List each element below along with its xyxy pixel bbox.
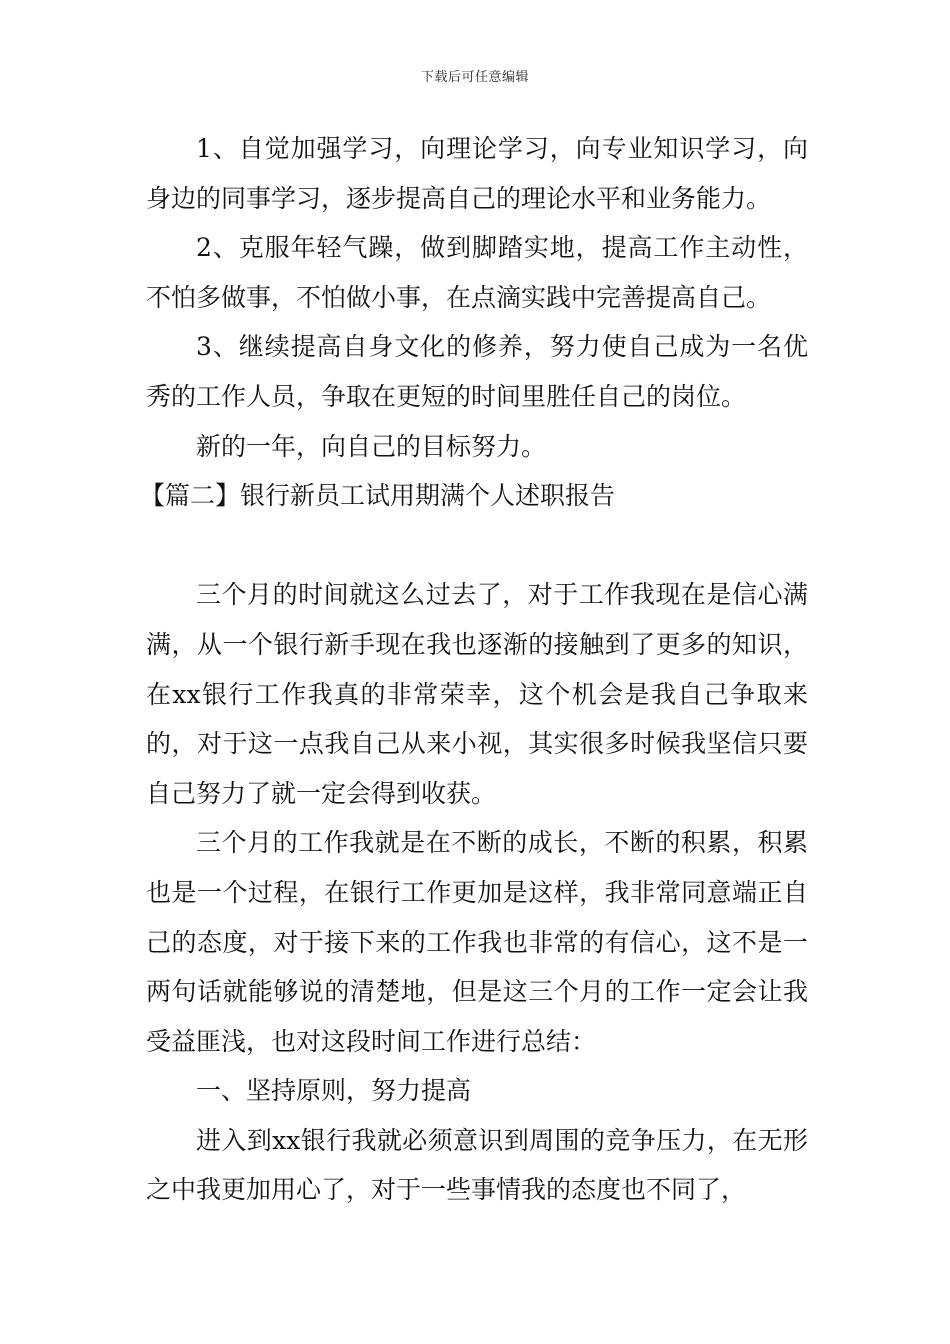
paragraph-6: 三个月的工作我就是在不断的成长，不断的积累，积累也是一个过程，在银行工作更加是这样，我非常同意端正自己的态度，对于接下来的工作我也非常的有信心，这不是一两句话就能够说的清楚地，但是这三个月的工作一定会让我受益匪浅，也对这段时间工作进行总结：	[146, 828, 808, 1056]
paragraph-1: 1、自觉加强学习，向理论学习，向专业知识学习，向身边的同事学习，逐步提高自己的理论水平和业务能力。	[146, 134, 808, 213]
subheading-1: 一、坚持原则，努力提高	[196, 1076, 472, 1106]
paragraph-7: 进入到xx银行我就必须意识到周围的竞争压力，在无形之中我更加用心了，对于一些事情我的态度也不同了，	[146, 1125, 808, 1205]
paragraph-2: 2、克服年轻气躁，做到脚踏实地，提高工作主动性，不怕多做事，不怕做小事，在点滴实践中完善提高自己。	[146, 233, 808, 312]
page-header: 下载后可任意编辑	[420, 70, 529, 85]
section-heading: 【篇二】银行新员工试用期满个人述职报告	[140, 481, 616, 511]
paragraph-4: 新的一年，向自己的目标努力。	[196, 431, 547, 461]
paragraph-5: 三个月的时间就这么过去了，对于工作我现在是信心满满，从一个银行新手现在我也逐渐的接触到了更多的知识，在xx银行工作我真的非常荣幸，这个机会是我自己争取来的，对于这一点我自己从来小视，其实很多时候我坚信只要自己努力了就一定会得到收获。	[146, 580, 808, 808]
document-body	[140, 124, 808, 1215]
paragraph-3: 3、继续提高自身文化的修养，努力使自己成为一名优秀的工作人员，争取在更短的时间里胜任自己的岗位。	[146, 332, 808, 411]
blank-line	[146, 521, 808, 571]
